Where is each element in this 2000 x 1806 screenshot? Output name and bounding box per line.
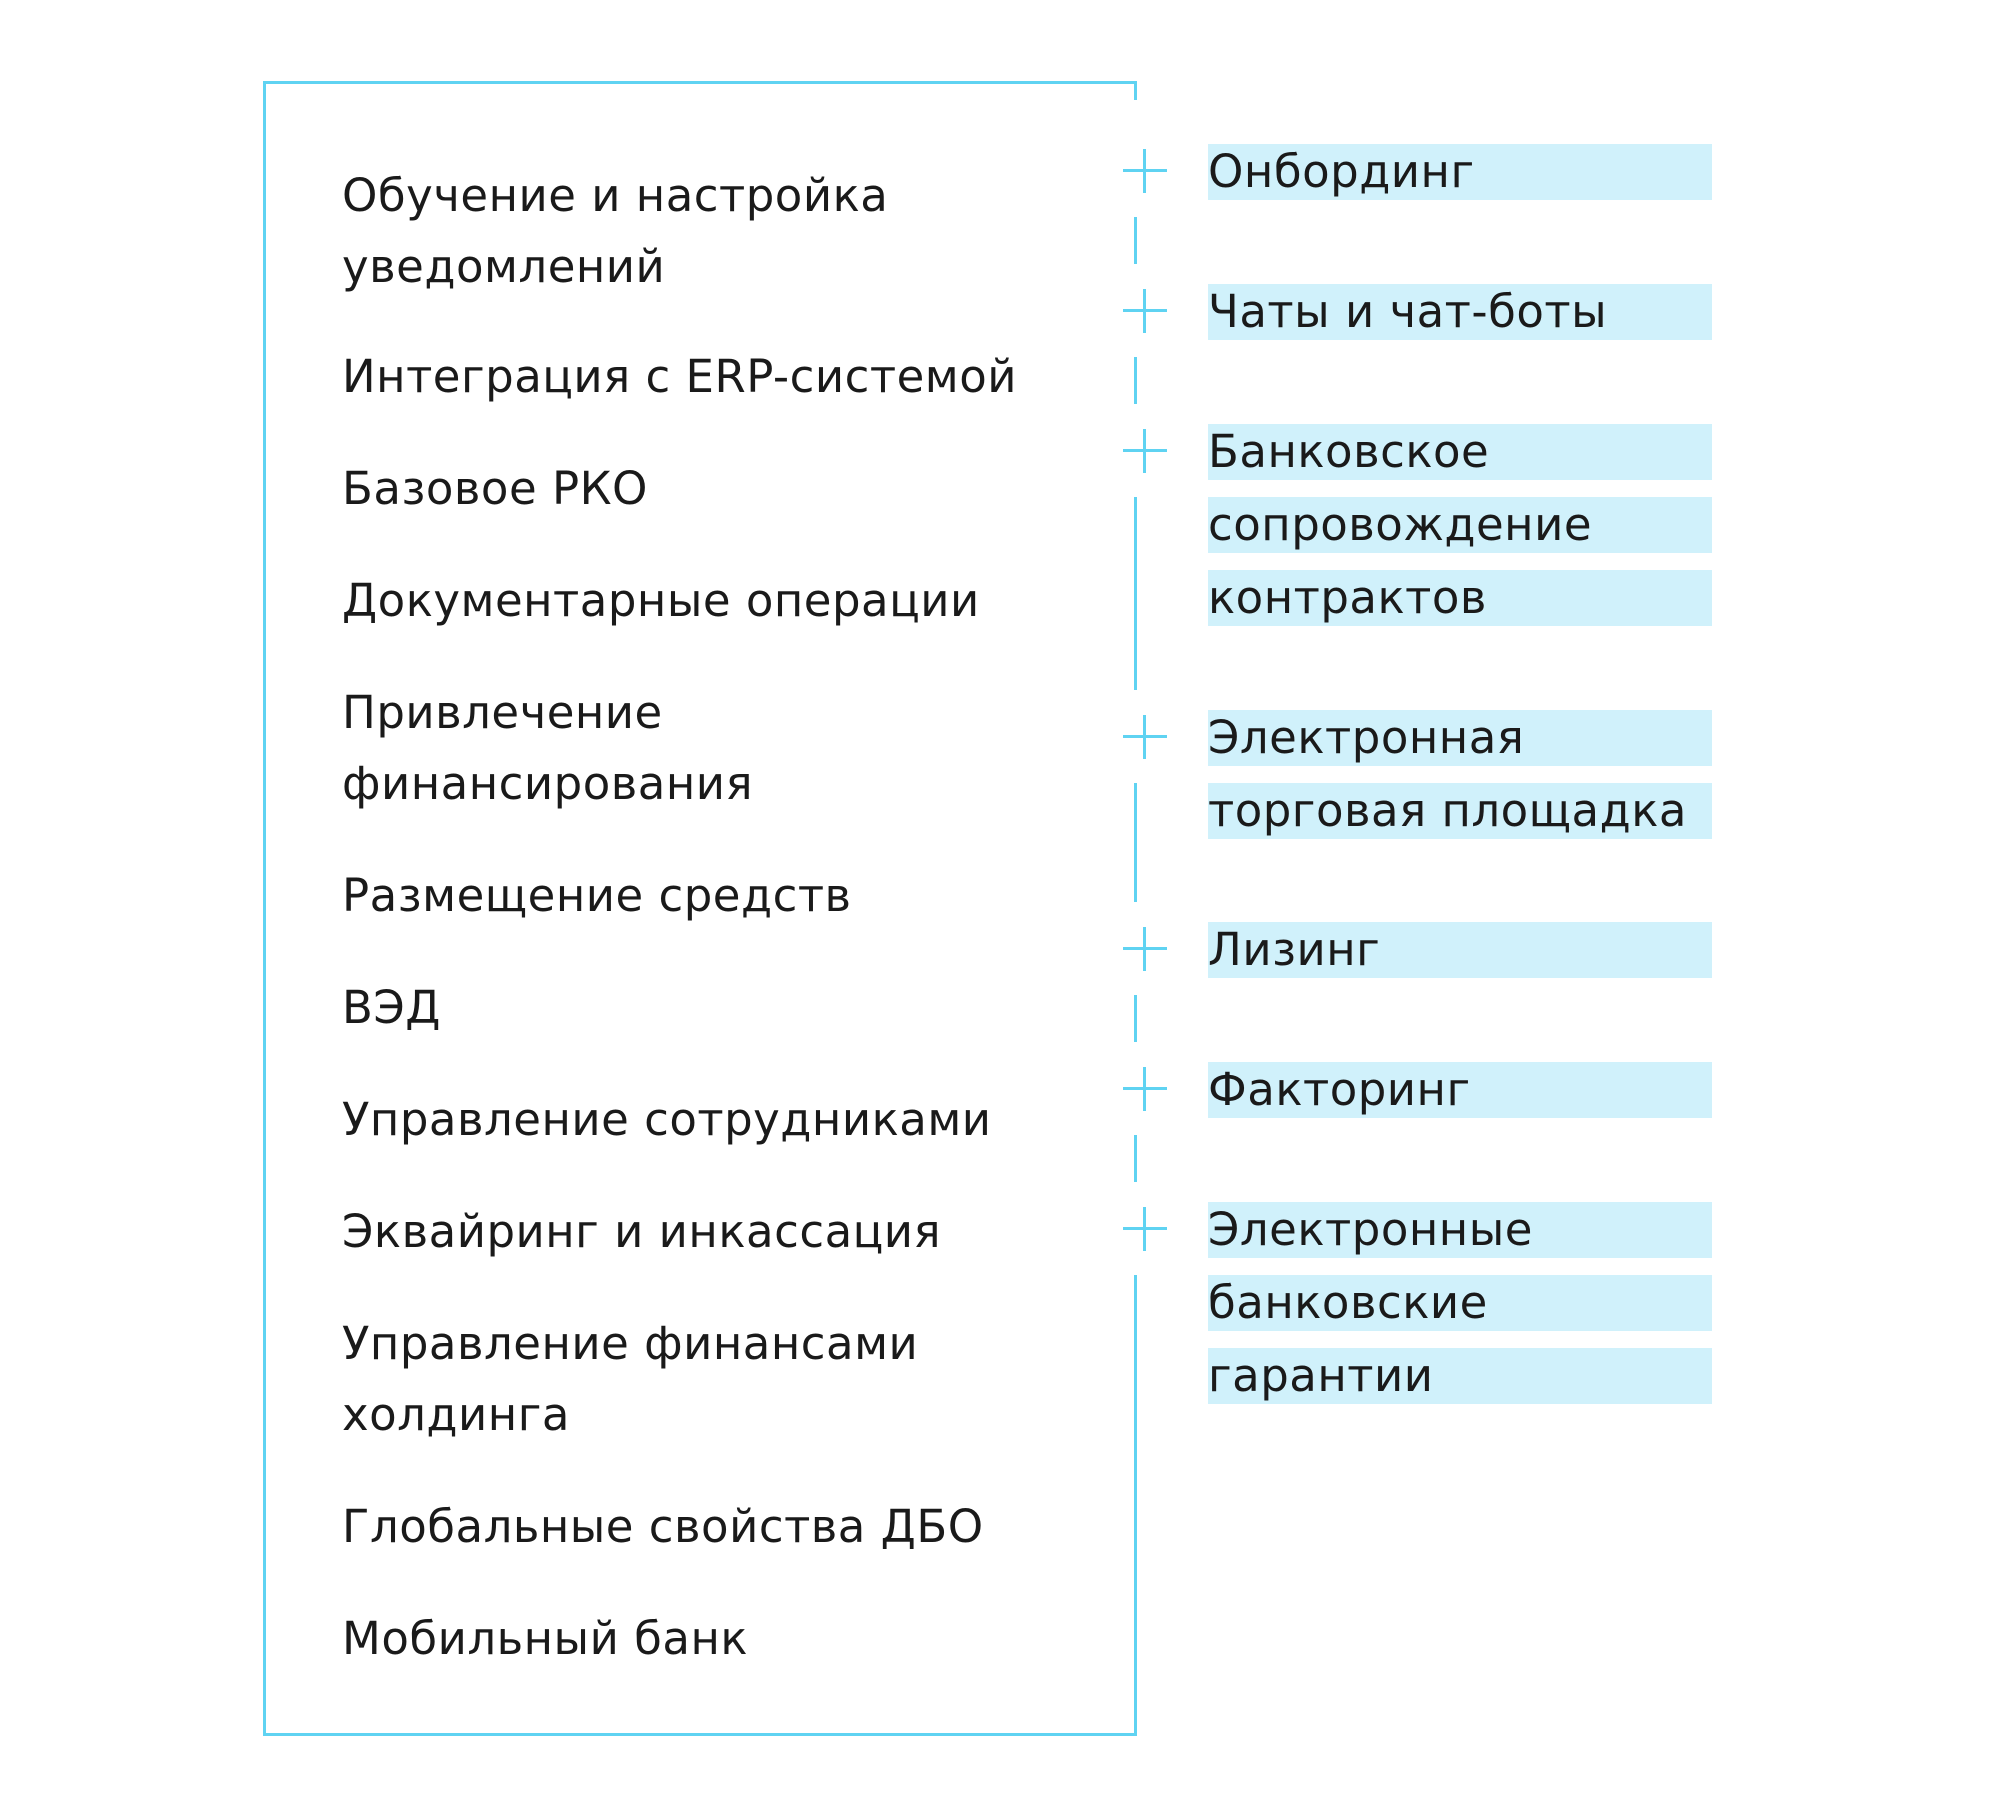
plus-icon [1123,715,1167,759]
frame-right-segment [1134,995,1137,1042]
base-service-label: уведомлений [342,240,666,293]
plus-icon [1123,289,1167,333]
additional-service-label: Чаты и чат-боты [1208,284,1712,340]
base-service-label: Размещение средств [342,869,852,922]
frame-right-segment [1134,497,1137,690]
base-service-label: Глобальные свойства ДБО [342,1500,984,1553]
additional-service-label: Электронная [1208,710,1712,766]
additional-service-label: Лизинг [1208,922,1712,978]
plus-icon [1123,1207,1167,1251]
base-service-label: Управление финансами [342,1317,919,1370]
additional-service-label: сопровождение [1208,497,1712,553]
frame-right-segment [1134,81,1137,100]
additional-service-label: Онбординг [1208,144,1712,200]
additional-service-label: торговая площадка [1208,783,1712,839]
plus-icon [1123,149,1167,193]
base-service-label: Документарные операции [342,574,980,627]
base-service-label: Привлечение [342,686,663,739]
frame-right-segment [1134,217,1137,264]
additional-service-label: контрактов [1208,570,1712,626]
additional-service-label: банковские [1208,1275,1712,1331]
frame-right-segment [1134,783,1137,902]
base-service-label: Эквайринг и инкассация [342,1205,942,1258]
plus-icon [1123,429,1167,473]
base-service-label: Базовое РКО [342,462,648,515]
base-service-label: Мобильный банк [342,1612,749,1665]
base-service-label: Интеграция с ERP-системой [342,350,1017,403]
additional-service-label: гарантии [1208,1348,1712,1404]
frame-right-segment [1134,357,1137,404]
base-service-label: холдинга [342,1388,570,1441]
plus-icon [1123,1067,1167,1111]
additional-service-label: Банковское [1208,424,1712,480]
additional-service-label: Электронные [1208,1202,1712,1258]
frame-right-segment [1134,1275,1137,1736]
additional-service-label: Факторинг [1208,1062,1712,1118]
plus-icon [1123,927,1167,971]
base-service-label: финансирования [342,757,754,810]
base-service-label: Обучение и настройка [342,169,889,222]
frame-right-segment [1134,1135,1137,1182]
base-service-label: Управление сотрудниками [342,1093,992,1146]
base-service-label: ВЭД [342,981,441,1034]
